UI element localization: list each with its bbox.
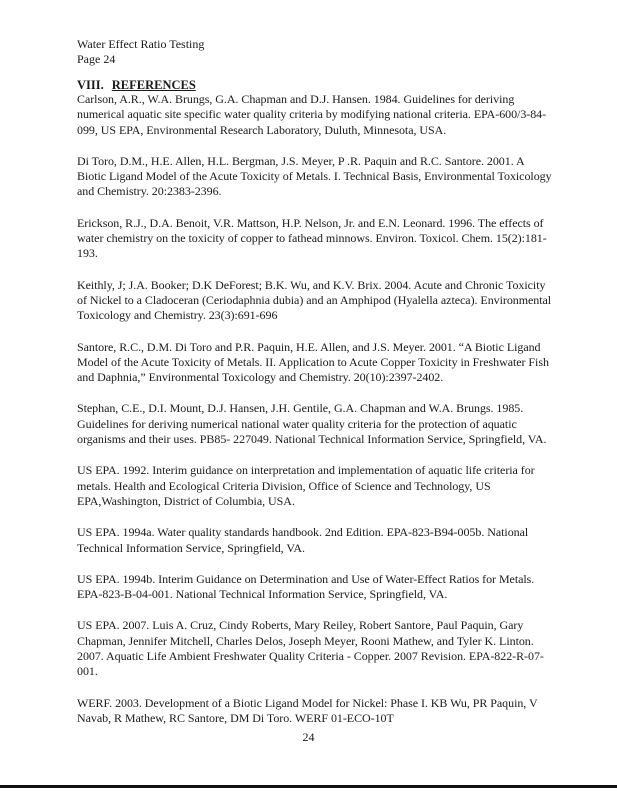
reference-entry: US EPA. 1994a. Water quality standards handbook. 2nd Edition. EPA-823-B94-005b. National Technical Information Service, Springfield, VA. [77, 525, 529, 555]
reference-entry: US EPA. 1994b. Interim Guidance on Determination and Use of Water-Effect Ratios for Metals. EPA-823-B-04-001. National Technical Information Service, Springfield, VA. [77, 571, 535, 602]
reference-entry: Carlson, A.R., W.A. Brungs, G.A. Chapman and D.J. Hansen. 1984. Guidelines for deriving numerical aquatic site specific water quality criteria by modifying national criteria. EPA-600/3-84-099, US EPA, Environmental Research Laboratory, Duluth, Minnesota, USA. [77, 92, 547, 137]
reference-entry: Stephan, C.E., D.I. Mount, D.J. Hansen, J.H. Gentile, G.A. Chapman and W.A. Brungs. 1985. Guidelines for deriving numerical national water quality criteria for the protection of aquatic organisms and their uses. PB85- 227049. National Technical Information Service, Springfield, VA. [77, 401, 547, 447]
section-heading [77, 78, 196, 93]
bottom-border [0, 785, 617, 788]
reference-entry: US EPA. 1992. Interim guidance on interpretation and implementation of aquatic life criteria for metals. Health and Ecological Criteria Division, Office of Science and Technology, US EPA,Washington, District of Columbia, USA. [77, 463, 535, 508]
header-title: Water Effect Ratio Testing [77, 37, 205, 51]
page-number: 24 [302, 730, 315, 744]
reference-entry: WERF. 2003. Development of a Biotic Ligand Model for Nickel: Phase I. KB Wu, PR Paquin, V Navab, R Mathew, RC Santore, DM Di Toro. WERF 01-ECO-10T [77, 695, 538, 725]
header-page-label: Page 24 [77, 52, 116, 66]
reference-entry: Keithly, J; J.A. Booker; D.K DeForest; B.K. Wu, and K.V. Brix. 2004. Acute and Chronic Toxicity of Nickel to a Cladoceran (Ceriodaphnia dubia) and an Amphipod (Hyalella azteca). Environmental Toxicology and Chemistry. 23(3):691-696 [77, 277, 552, 323]
reference-list [77, 92, 555, 742]
section-number: VIII. [77, 78, 104, 92]
reference-entry: Erickson, R.J., D.A. Benoit, V.R. Mattson, H.P. Nelson, Jr. and E.N. Leonard. 1996. The effects of water chemistry on the toxicity of copper to fathead minnows. Environ. Toxicol. Chem. 15(2):181-193. [77, 215, 547, 261]
section-title: REFERENCES [111, 78, 196, 92]
reference-entry: Di Toro, D.M., H.E. Allen, H.L. Bergman, J.S. Meyer, P .R. Paquin and R.C. Santore. 2001. A Biotic Ligand Model of the Acute Toxicity of Metals. I. Technical Basis, Environmental Toxicology and Chemistry. 20:2383-2396. [77, 153, 552, 199]
reference-entry: Santore, R.C., D.M. Di Toro and P.R. Paquin, H.E. Allen, and J.S. Meyer. 2001. “A Biotic Ligand Model of the Acute Toxicity of Metals. II. Application to Acute Copper Toxicity in Freshwater Fish and Daphnia,” Environmental Toxicology and Chemistry. 20(10):2397-2402. [77, 339, 549, 385]
page-header [77, 37, 204, 67]
reference-entry: US EPA. 2007. Luis A. Cruz, Cindy Roberts, Mary Reiley, Robert Santore, Paul Paquin, Gary Chapman, Jennifer Mitchell, Charles Delos, Joseph Meyer, Rooni Mathew, and Tyler K. Linton. 2007. Aquatic Life Ambient Freshwater Quality Criteria - Copper. 2007 Revision. EPA-822-R-07-001. [77, 618, 544, 679]
